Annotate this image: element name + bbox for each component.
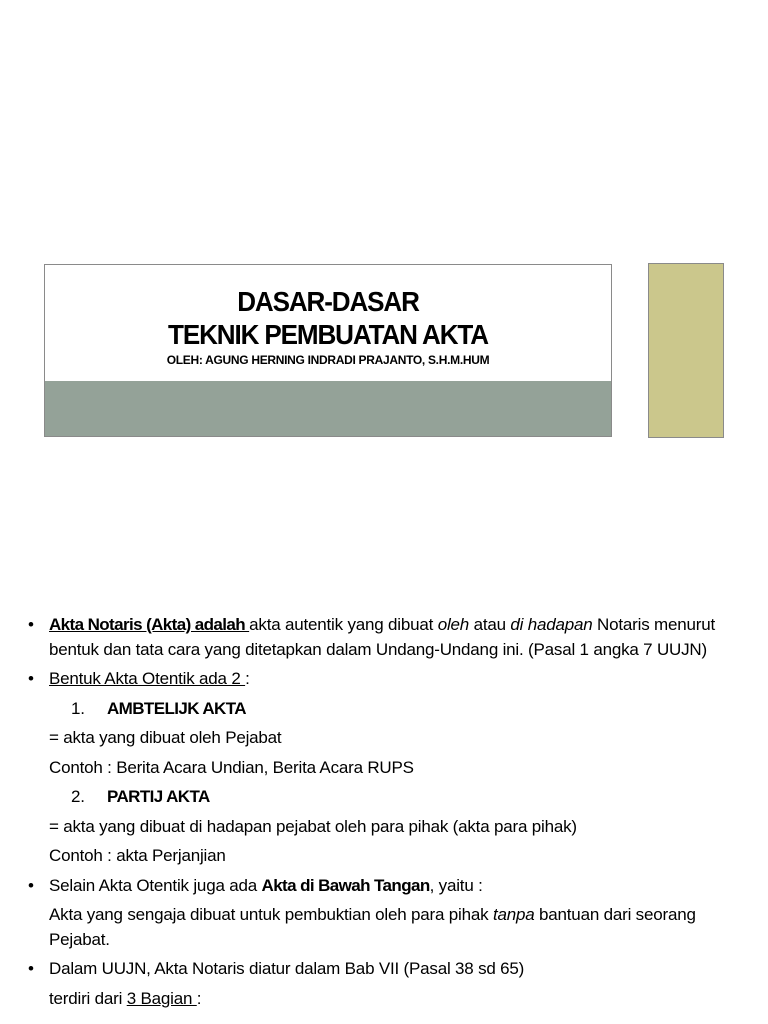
- terdiri-prefix: terdiri dari: [49, 988, 127, 1008]
- selain-desc-2: bantuan dari seorang Pejabat.: [49, 905, 696, 949]
- bentuk-colon: :: [245, 669, 250, 688]
- bentuk-bullet: [28, 664, 760, 694]
- definition-oleh: oleh: [437, 615, 470, 634]
- author-line: OLEH: AGUNG HERNING INDRADI PRAJANTO, S.H.M.HUM: [166, 353, 490, 367]
- bullet-icon: •: [28, 875, 34, 895]
- bullet-icon: •: [28, 959, 34, 978]
- selain-suffix: , yaitu :: [429, 875, 483, 895]
- definition-text-2: Notaris menurut bentuk dan tata cara yang ditetapkan dalam Undang-Undang ini. (Pasal 1 angka 7 UUJN): [49, 615, 715, 659]
- selain-desc-1: Akta yang sengaja dibuat untuk pembuktian oleh para pihak: [49, 905, 493, 924]
- selain-bullet: [28, 871, 760, 901]
- item-2-example: Contoh : akta Perjanjian: [49, 846, 226, 865]
- bentuk-label: Bentuk Akta Otentik ada 2: [49, 669, 246, 688]
- title-line-1: DASAR-DASAR: [237, 286, 419, 317]
- uujn-line: Dalam UUJN, Akta Notaris diatur dalam Bab VII (Pasal 38 sd 65): [49, 959, 525, 978]
- item-1-desc: = akta yang dibuat oleh Pejabat: [49, 728, 282, 747]
- title-band: [45, 381, 611, 436]
- definition-term: Akta Notaris (Akta) adalah: [49, 615, 250, 634]
- item-1-example: Contoh : Berita Acara Undian, Berita Acara RUPS: [49, 757, 414, 777]
- terdiri-bagian: 3 Bagian: [126, 988, 197, 1008]
- selain-prefix: Selain Akta Otentik juga ada: [49, 875, 262, 895]
- list-number: 2.: [71, 787, 85, 806]
- item-2-desc: = akta yang dibuat di hadapan pejabat oleh para pihak (akta para pihak): [49, 816, 577, 836]
- list-item-name: AMBTELIJK AKTA: [107, 698, 246, 718]
- side-decoration: [648, 263, 724, 438]
- definition-di-hadapan: di hadapan: [510, 615, 593, 634]
- slide-content: [28, 612, 760, 1013]
- uujn-bullet: [28, 954, 760, 984]
- bullet-icon: •: [28, 615, 34, 634]
- title-box: [44, 264, 612, 437]
- title-line-2: TEKNIK PEMBUATAN AKTA: [168, 319, 488, 350]
- list-number: 1.: [71, 698, 85, 718]
- title-block: [45, 285, 611, 368]
- terdiri-colon: :: [196, 988, 202, 1008]
- definition-atau: atau: [469, 615, 511, 634]
- list-item-name: PARTIJ AKTA: [107, 787, 210, 806]
- list-item-2: [28, 782, 760, 812]
- terdiri-line: [28, 984, 760, 1014]
- definition-bullet: [28, 612, 760, 664]
- selain-bold: Akta di Bawah Tangan: [261, 875, 430, 895]
- definition-text: akta autentik yang dibuat: [249, 615, 438, 634]
- list-item-1: [28, 694, 760, 724]
- bullet-icon: •: [28, 669, 34, 688]
- selain-desc: [28, 900, 760, 954]
- selain-tanpa: tanpa: [492, 905, 535, 924]
